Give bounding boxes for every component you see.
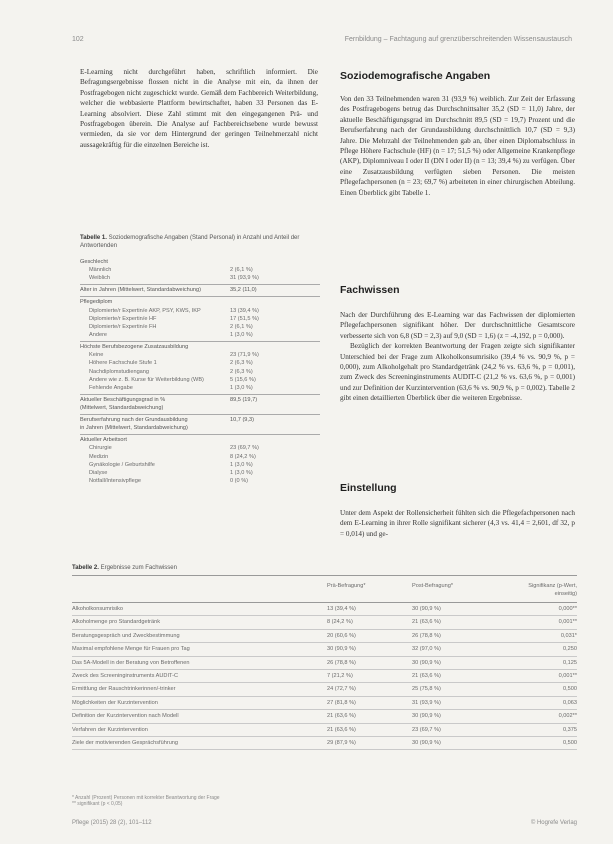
table1-label: Diplomierte/r Expertin/e AKP, PSY, KWS, IKP xyxy=(89,307,201,314)
table1-caption xyxy=(80,234,320,250)
table1-label: Dialyse xyxy=(89,470,108,476)
table1-row xyxy=(80,286,320,294)
table1-value: 5 (15,6 %) xyxy=(230,376,256,383)
footer-publisher: © Hogrefe Verlag xyxy=(530,820,577,826)
table1-value: 17 (51,5 %) xyxy=(230,315,259,322)
table2-cell-pre: 27 (81,8 %) xyxy=(327,699,356,706)
table2-cell-item: Ziele der motivierenden Gesprächsführung xyxy=(72,739,179,746)
table2-cell-item: Definition der Kurzintervention nach Modell xyxy=(72,713,179,720)
table2-caption-label: Tabelle 2. xyxy=(72,565,99,571)
table2-cell-post: 26 (78,8 %) xyxy=(412,632,441,639)
paragraph: Von den 33 Teilnehmenden waren 31 (93,9 %) weiblich. Zur Zeit der Erfassung des Postfragebogens betrug das Durchschnittsalter 35,2 (SD = 11,0) Jahre, der aktuelle Beschäftigungsgrad im Durchschnitt 89,5 (SD = 19,7) Prozent und die Berufserfahrung nach der Grundausbildung durchschnittlich 10,7 (SD = 9,3) Jahre. Die Mehrzahl der Teilnehmenden gab an, über einen Diplomabschluss in Pflege Höhere Fachschule (HF) (n = 17; 51,5 %) oder Allgemeine Krankenpflege (AKP), Diplomniveau I oder II (DN I oder II) (n = 13; 39,4 %) zu verfügen. Über eine Zusatzausbildung verfügten sieben Personen. Die meisten Pflegefachpersonen (n = 23; 69,7 %) arbeiteten in einer chirurgischen Abteilung. Einen Überblick gibt Tabelle 1. xyxy=(340,95,575,197)
table2-cell-item: Das 5A-Modell in der Beratung von Betroffenen xyxy=(72,659,190,666)
table2-cell-post: 21 (63,6 %) xyxy=(412,619,441,626)
table1-label: Männlich xyxy=(89,267,112,274)
table2-cell-pre: 8 (24,2 %) xyxy=(327,619,353,626)
table1-row xyxy=(80,453,320,461)
table2-cell-pre: 21 (63,6 %) xyxy=(327,713,356,720)
table1-value: 13 (39,4 %) xyxy=(230,307,259,314)
header-pre: Prä-Befragung* xyxy=(327,583,366,589)
table2-cell-post: 21 (63,6 %) xyxy=(412,672,441,679)
table1-row xyxy=(80,258,320,266)
table1-rule xyxy=(80,296,320,297)
table1-value: 2 (6,1 %) xyxy=(230,323,253,330)
footnote: ** signifikant (p < 0,05) xyxy=(72,801,123,808)
table1-value: 35,2 (11,0) xyxy=(230,287,257,294)
table2-cell-sig: 0,250 xyxy=(563,646,577,653)
table1-caption-text: Soziodemografische Angaben (Stand Personal) in Anzahl und Anteil der Antwortenden xyxy=(80,235,300,249)
table1-label: Weiblich xyxy=(89,275,111,282)
table1-label: Nachdiplomstudiengang xyxy=(89,368,150,375)
table2-caption-text: Ergebnisse zum Fachwissen xyxy=(100,565,177,571)
table2-body xyxy=(72,603,577,750)
table1-label: Höchste Berufsbezogene Zusatzausbildung xyxy=(80,344,189,351)
table1-row xyxy=(80,384,320,392)
table2-cell-post: 30 (90,9 %) xyxy=(412,659,441,666)
table2-cell-sig: 0,002** xyxy=(558,713,577,720)
table1-label: Höhere Fachschule Stufe 1 xyxy=(89,360,157,367)
table2-cell-post: 30 (90,9 %) xyxy=(412,606,441,612)
table1-row xyxy=(80,376,320,384)
table2-cell-sig: 0,031* xyxy=(560,632,577,639)
table1-rule xyxy=(80,284,320,285)
paragraph: Bezüglich der korrekten Beantwortung der Fragen zeigte sich signifikanter Unterschied bei der Frage zum Alkoholkonsumrisiko (39,4 % vs. 90,9 %, p = 0,000), zum Alkoholgehalt pro Standardgetränk (24,2 % vs. 63,6 %, p = 0,001), zum Zweck des Screeninginstruments AUDIT-C (21,2 % vs. 63,6 %, p = 0,001) und zur Definition der Kurzintervention (63,6 % vs. 90,9 %, p = 0,002). Tabelle 2 gibt einen detaillierten Überblick über die weiteren Ergebnisse. xyxy=(340,342,575,403)
table1-rule xyxy=(80,414,320,415)
table1-label: Alter in Jahren (Mittelwert, Standardabweichung) xyxy=(80,287,201,294)
table1-row xyxy=(80,266,320,274)
table2-cell-sig: 0,063 xyxy=(563,699,577,706)
footnote: * Anzahl (Prozent) Personen mit korrekter Beantwortung der Frage xyxy=(72,795,220,801)
table2-row xyxy=(72,657,577,670)
table2-row xyxy=(72,737,577,750)
table1-label: Berufserfahrung nach der Grundausbildung xyxy=(80,417,188,424)
table2-row xyxy=(72,630,577,643)
page-footer xyxy=(72,820,577,830)
table2-row xyxy=(72,670,577,683)
running-header xyxy=(72,36,572,48)
table1-value: 23 (69,7 %) xyxy=(230,445,259,452)
table1-value: 2 (6,3 %) xyxy=(230,360,253,367)
table2-cell-post: 25 (75,8 %) xyxy=(412,686,441,693)
section-text-einstellung xyxy=(340,508,575,539)
table1-label: Geschlecht xyxy=(80,259,108,265)
table1-label: Gynäkologie / Geburtshilfe xyxy=(89,461,155,468)
table2-cell-pre: 26 (78,8 %) xyxy=(327,659,356,666)
paragraph: Nach der Durchführung des E-Learning war das Fachwissen der diplomierten Pflegefachpersonen signifikant höher. Der durchschnittliche Gesamtscore verbesserte sich von 6,8 (SD = 2,3) auf 9,0 (SD = 1,6) (z = -4,192, p = 0,000). xyxy=(340,311,575,340)
table2-cell-sig: 0,001** xyxy=(558,619,577,626)
table1-row xyxy=(80,307,320,315)
table2-cell-item: Zweck des Screeninginstruments AUDIT-C xyxy=(72,672,179,679)
table1-value: 10,7 (9,3) xyxy=(230,417,254,424)
section-heading-soziodemografie: Soziodemografische Angaben xyxy=(340,70,491,82)
table2-row xyxy=(72,616,577,629)
table2-cell-sig: 0,500 xyxy=(563,739,577,746)
table1-row xyxy=(80,424,320,432)
table1-value: 8 (24,2 %) xyxy=(230,453,256,460)
table2-cell-sig: 0,500 xyxy=(563,686,577,693)
table1-row xyxy=(80,461,320,469)
section-text-fachwissen xyxy=(340,310,575,404)
table2-cell-post: 32 (97,0 %) xyxy=(412,646,441,653)
table2-row xyxy=(72,710,577,723)
table1-label: Chirurgie xyxy=(89,445,112,452)
header-significance: Signifikanz (p-Wert, einseitig) xyxy=(528,583,577,597)
table2-cell-pre: 13 (39,4 %) xyxy=(327,606,356,612)
table1-value: 2 (6,3 %) xyxy=(230,368,253,375)
table2-cell-pre: 24 (72,7 %) xyxy=(327,686,356,693)
table2-cell-item: Möglichkeiten der Kurzintervention xyxy=(72,699,158,706)
table1-row xyxy=(80,331,320,339)
table1-label: Aktueller Beschäftigungsgrad in % xyxy=(80,396,166,403)
table2-cell-post: 30 (90,9 %) xyxy=(412,739,441,746)
table2 xyxy=(72,575,577,750)
paragraph: E-Learning nicht durchgeführt haben, schriftlich informiert. Die Befragungsergebnisse flossen nicht in die Analyse mit ein, da ihnen der Postfragebogen nicht zugeschickt wurde. Gemäß dem Fachbereich Weiterbildung, welcher die webbasierte Plattform bewirtschaftet, haben 33 Personen das E-Learning absolviert. Diese Zahl stimmt mit den eingegangenen Prä- und Postfragebogen überein. Die Analyse auf Fachbereichsebene wurde bewusst vermieden, da sie vor dem Hintergrund der geringen Teilnehmerzahl nicht aussagekräftig für die einzelnen Bereiche ist. xyxy=(80,68,318,149)
footer-citation: Pflege (2015) 28 (2), 101–112 xyxy=(72,820,152,826)
table1-label: Notfall/Intensivpflege xyxy=(89,478,141,485)
table1-row xyxy=(80,368,320,376)
table1-row xyxy=(80,469,320,477)
table2-header xyxy=(72,575,577,603)
table1-label: in Jahren (Mittelwert, Standardabweichung) xyxy=(80,425,188,432)
table1-row xyxy=(80,396,320,404)
table2-cell-item: Alkoholkonsumrisiko xyxy=(72,606,123,612)
table1-value: 89,5 (19,7) xyxy=(230,396,258,403)
table1-label: (Mittelwert, Standardabweichung) xyxy=(80,405,164,412)
table1-label: Keine xyxy=(89,352,104,359)
table1-value: 1 (3,0 %) xyxy=(230,332,253,339)
table1-rule xyxy=(80,341,320,342)
table1-row xyxy=(80,359,320,367)
table2-cell-item: Verfahren der Kurzintervention xyxy=(72,726,148,733)
table2-cell-sig: 0,125 xyxy=(563,659,577,666)
table1-value: 1 (3,0 %) xyxy=(230,470,253,476)
table1-row xyxy=(80,351,320,359)
table2-cell-item: Maximal empfohlene Menge für Frauen pro Tag xyxy=(72,646,190,653)
table1-row xyxy=(80,315,320,323)
table1-label: Andere wie z. B. Kurse für Weiterbildung (WB) xyxy=(89,376,204,383)
table2-cell-post: 31 (93,9 %) xyxy=(412,699,441,706)
table2-row xyxy=(72,697,577,710)
table2-row xyxy=(72,603,577,616)
table2-cell-item: Beratungsgespräch und Zweckbestimmung xyxy=(72,632,180,639)
table2-cell-sig: 0,000** xyxy=(558,606,577,612)
page-number: 102 xyxy=(72,36,84,43)
table1-value: 0 (0 %) xyxy=(230,478,249,485)
table2-row xyxy=(72,724,577,737)
table2-cell-item: Alkoholmenge pro Standardgetränk xyxy=(72,619,161,626)
table1-label: Diplomierte/r Expertin/e HF xyxy=(89,315,157,322)
table2-row xyxy=(72,683,577,696)
table1-value: 2 (6,1 %) xyxy=(230,267,253,274)
table1-rule xyxy=(80,394,320,395)
table1-row xyxy=(80,416,320,424)
table1-row xyxy=(80,323,320,331)
table2-cell-pre: 21 (63,6 %) xyxy=(327,726,356,733)
table1-row xyxy=(80,298,320,306)
table1-label: Medizin xyxy=(89,453,109,460)
left-column-text xyxy=(80,67,318,150)
table1-row xyxy=(80,274,320,282)
table1-label: Andere xyxy=(89,332,108,339)
table1 xyxy=(80,258,320,485)
header-post: Post-Befragung* xyxy=(412,583,454,589)
table1-row xyxy=(80,444,320,452)
table2-cell-post: 30 (90,9 %) xyxy=(412,713,441,720)
table1-rule xyxy=(80,434,320,435)
table1-label: Diplomierte/r Expertin/e FH xyxy=(89,323,157,330)
table2-cell-sig: 0,001** xyxy=(558,672,577,679)
section-heading-fachwissen: Fachwissen xyxy=(340,284,400,296)
table2-cell-post: 23 (69,7 %) xyxy=(412,726,441,733)
table2-cell-pre: 30 (90,9 %) xyxy=(327,646,356,653)
paragraph: Unter dem Aspekt der Rollensicherheit fühlten sich die Pflegefachpersonen nach dem E-Learning in ihrer Rolle signifikant sicherer (4,3 vs. 41,4 = 2,601, df 32, p = 0,014) und ge- xyxy=(340,509,575,538)
table1-row xyxy=(80,477,320,485)
section-heading-einstellung: Einstellung xyxy=(340,482,397,494)
table2-caption xyxy=(72,565,572,571)
section-text-soziodemografie xyxy=(340,94,575,198)
table1-row xyxy=(80,436,320,444)
table2-cell-pre: 29 (87,9 %) xyxy=(327,739,356,746)
table2-cell-pre: 20 (60,6 %) xyxy=(327,632,356,639)
table1-value: 1 (3,0 %) xyxy=(230,384,253,391)
table1-value: 31 (93,9 %) xyxy=(230,275,259,282)
running-title: Fernbildung – Fachtagung auf grenzüberschreitenden Wissensaustausch xyxy=(344,36,572,43)
table1-row xyxy=(80,404,320,412)
table2-cell-sig: 0,375 xyxy=(563,726,577,733)
table2-cell-pre: 7 (21,2 %) xyxy=(327,672,353,679)
table1-label: Fehlende Angabe xyxy=(89,384,133,391)
table2-row xyxy=(72,643,577,656)
table1-value: 1 (3,0 %) xyxy=(230,461,253,468)
table1-caption-label: Tabelle 1. xyxy=(80,235,107,241)
table1-label: Aktueller Arbeitsort xyxy=(80,437,127,444)
table1-row xyxy=(80,343,320,351)
table1-label: Pflegediplom xyxy=(80,299,113,306)
table1-value: 23 (71,9 %) xyxy=(230,352,259,359)
table2-footnotes xyxy=(72,795,577,808)
table2-cell-item: Ermittlung der Rauschtrinkerinnen/-trinker xyxy=(72,686,176,693)
